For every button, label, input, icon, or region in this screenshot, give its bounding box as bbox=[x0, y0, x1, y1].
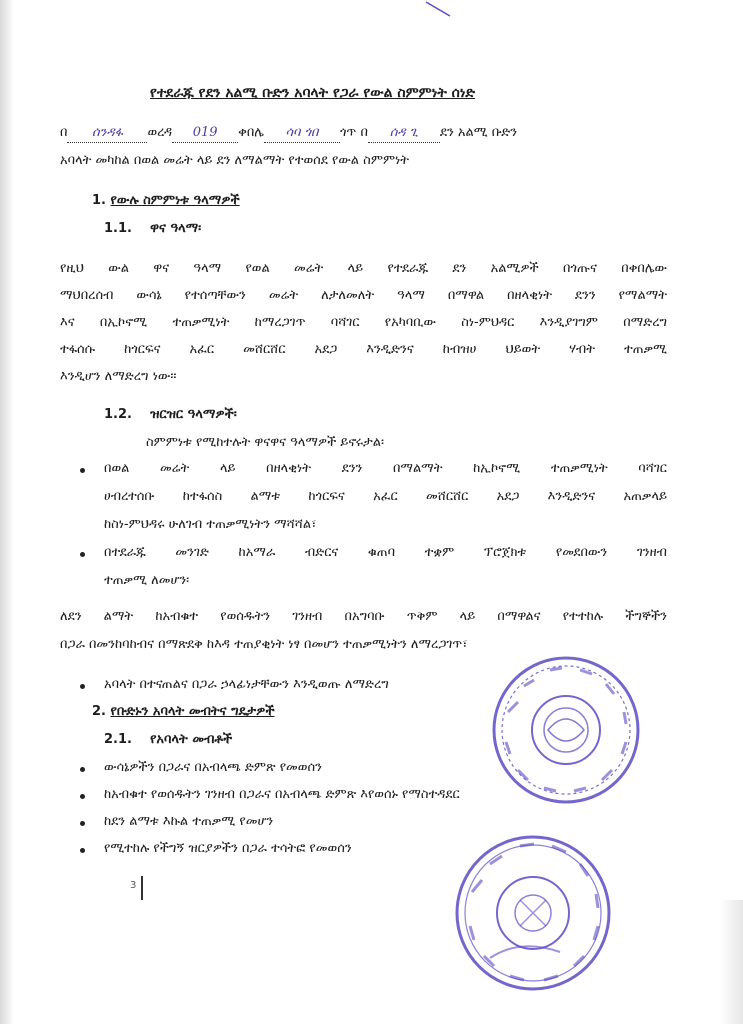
bullet-icon bbox=[80, 821, 85, 826]
handwritten-kebele-field: ሰንዳፋ bbox=[67, 124, 147, 143]
section-label: ዋና ዓላማ፡ bbox=[150, 221, 202, 236]
bullet-line: ተጠቃሚ ለመሆን፡ bbox=[104, 573, 190, 588]
paragraph-line: ማህበረሰብ ውሳኔ የተሰጣቸውን መሬት ለታለመለት ዓላማ በማዋል በዘላቂነት ደንን የማልማት bbox=[60, 288, 667, 303]
intro-text: ጎጥ በ bbox=[339, 125, 368, 140]
official-stamp-icon bbox=[488, 652, 644, 808]
section-label: ዝርዝር ዓላማዎች፡ bbox=[150, 407, 237, 422]
intro-line-1 bbox=[60, 124, 517, 143]
rights-item: ውሳኔዎችን በጋራና በአብላጫ ድምጽ የመወሰን bbox=[104, 760, 322, 775]
bullet-line: አባላት በተናጠልና በጋራ ኃላፊነታቸውን እንዲወጡ ለማድረግ bbox=[104, 677, 389, 692]
bullet-icon bbox=[80, 848, 85, 853]
bullet-line: በተደራጁ መንገድ ከአማራ ብድርና ቁጠባ ተቋም ፕሮጀክቱ የመደበውን ገንዘብ bbox=[104, 545, 667, 560]
rights-item: ከደን ልማቱ እኩል ተጠቃሚ የመሆን bbox=[104, 814, 274, 829]
bullet-icon bbox=[80, 552, 85, 557]
paragraph-line: ለደን ልማት ከአብቁተ የወሰዱትን ገንዘብ በአግባቡ ጥቅም ላይ በማዋልና የተተከሉ ችግኞችን bbox=[60, 609, 667, 624]
section-number: 1.2. bbox=[104, 407, 132, 422]
bullet-icon bbox=[80, 468, 85, 473]
pen-mark bbox=[424, 0, 454, 20]
section-2-heading bbox=[92, 703, 275, 721]
section-number: 2.1. bbox=[104, 732, 132, 747]
section-label: የአባላት መብቶች bbox=[150, 732, 233, 747]
handwritten-village-field: ሳባ ጎበ bbox=[264, 124, 340, 143]
section-number: 1.1. bbox=[104, 221, 132, 236]
intro-text: ወረዳ bbox=[147, 125, 173, 140]
official-stamp-icon bbox=[450, 830, 616, 996]
section-1-2-heading bbox=[104, 406, 237, 424]
section-1-1-heading bbox=[104, 220, 201, 238]
bullet-line: በወል መሬት ላይ በዘላቂነት ደንን በማልማት ከኢኮኖሚ ተጠቃሚነት ባሻገር bbox=[104, 461, 667, 476]
paragraph-line: የዚህ ውል ዋና ዓላማ የወል መሬት ላይ የተደራጁ ደን አልሚዎች በጎጡና በቀበሌው bbox=[60, 261, 667, 276]
section-number: 2. bbox=[92, 704, 106, 719]
paragraph-line: እንዲሆን ለማድረግ ነው፡፡ bbox=[60, 369, 177, 384]
section-number: 1. bbox=[92, 193, 106, 208]
section-label: የቡድኑን አባላት መብትና ግዴታዎች bbox=[110, 704, 275, 719]
paragraph-line: በጋራ በመንከባከብና በማጽደቅ ከእዳ ተጠያቂነት ነፃ በመሆን ተጠቃሚነትን ለማረጋገጥ፣ bbox=[60, 637, 468, 652]
intro-text: ደን አልሚ ቡድን bbox=[439, 125, 518, 140]
paragraph-line: ተፋሰሱ ከጎርፍና አፈር መሸርሸር አደጋ እንዲድንና ከብዝሀ ህይወት ሃብት ተጠቃሚ bbox=[60, 342, 667, 357]
document-title: የተደራጁ የደን አልሚ ቡድን አባላት የጋራ የውል ስምምነት ሰነድ bbox=[150, 85, 476, 101]
objectives-intro: ስምምነቱ የሚከተሉት ዋናዋና ዓላማዎች ይኖሩታል፡ bbox=[146, 435, 385, 450]
section-1-heading bbox=[92, 192, 240, 210]
rights-item: ከአብቁተ የወሰዱትን ገንዘብ በጋራና በአብላጫ ድምጽ እየወሰኑ የማስተዳደር bbox=[104, 787, 460, 802]
page-edge-shadow bbox=[720, 900, 743, 1024]
paragraph-line: እና በኢኮኖሚ ተጠቃሚነት ከማረጋገጥ ባሻገር የአካባቢው ስነ-ምህዳር እንዲያገግም በማድረግ bbox=[60, 315, 667, 330]
intro-line-2: አባላት መካከል በወል መሬት ላይ ደን ለማልማት የተወሰደ የውል ስምምነት bbox=[60, 153, 410, 168]
bullet-icon bbox=[80, 767, 85, 772]
bullet-icon bbox=[80, 794, 85, 799]
section-label: የውሉ ስምምነቱ ዓላማዎች bbox=[110, 193, 240, 208]
handwritten-place-field: ሰዳ ጊ bbox=[368, 124, 440, 143]
handwritten-woreda-field: 019 bbox=[172, 124, 238, 143]
intro-text: በ bbox=[60, 125, 68, 140]
intro-text: ቀበሌ bbox=[238, 125, 264, 140]
bullet-line: ከስነ-ምህዳሩ ሁለገብ ተጠቃሚነትን ማሻሻል፣ bbox=[104, 517, 317, 532]
rights-item: የሚተከሉ የችግኝ ዝርያዎችን በጋራ ተሳትፎ የመወሰን bbox=[104, 841, 352, 856]
bullet-line: ሀብረተሰቡ ከተፋሰስ ልማቱ ከጎርፍና አፈር መሸርሸር አደጋ እንዲድንና አጠቃላይ bbox=[104, 489, 667, 504]
scan-shadow bbox=[0, 0, 14, 1024]
bullet-icon bbox=[80, 684, 85, 689]
section-2-1-heading bbox=[104, 731, 232, 749]
page-number: 3 bbox=[130, 880, 137, 891]
margin-mark bbox=[141, 876, 143, 900]
